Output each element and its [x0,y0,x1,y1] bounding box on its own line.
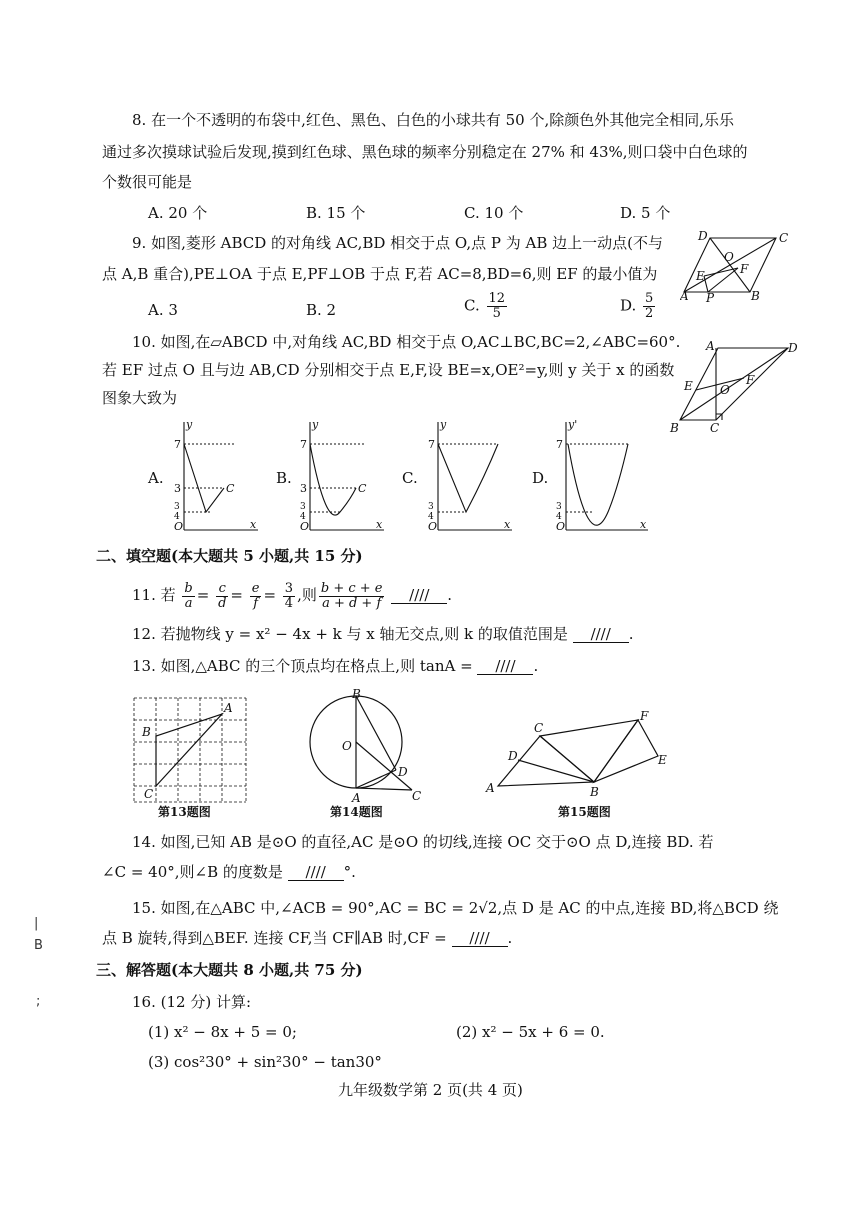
graph-d-option: D. [532,469,549,487]
graph-d [548,418,658,534]
margin-mark-bar: | [34,916,39,931]
q13-answer-blank[interactable]: //// [477,658,533,675]
fig14-label-b: B [352,687,361,701]
q14-line1: 14. 如图,已知 AB 是⊙O 的直径,AC 是⊙O 的切线,连接 OC 交于⊙O 点 D,连接 BD. 若 [132,833,714,851]
q10-label-a: A [706,339,715,353]
q11-frac-cd: $\frac{c}{d}$ [218,580,227,611]
q9-option-d-fraction: $\frac{5}{2}$ [645,291,654,321]
graph-d-tick-7: 7 [556,438,563,451]
graph-a-tick-low-den: 4 [174,512,180,522]
fig15-label-a: A [486,781,495,795]
q13: 13. 如图,△ABC 的三个顶点均在格点上,则 tanA = //// . [132,657,539,675]
graph-d-tick-low: 3 [556,502,562,512]
fig13-label-b: B [142,725,151,739]
q8-option-c: C. 10 个 [464,204,524,222]
q9-label-a: A [680,289,689,302]
margin-mark-b: B [34,938,43,953]
graph-a-tick-low: 3 [174,502,180,512]
graph-c-xaxis: x [504,518,511,531]
q9-option-c [464,292,509,321]
q8-line3: 个数很可能是 [102,173,193,191]
q11-frac-34: $\frac{3}{4}$ [284,580,294,611]
fig13-grid [126,690,256,820]
q16-part2: (2) x² − 5x + 6 = 0. [456,1023,605,1041]
q14-answer-blank[interactable]: //// [288,864,344,881]
fig13-label-c: C [144,787,154,801]
graph-c [420,418,520,534]
fig15-label-d: D [508,749,518,763]
q8-line1: 8. 在一个不透明的布袋中,红色、黑色、白色的小球共有 50 个,除颜色外其他完全相同,乐乐 [132,111,735,129]
q15-line2-text: 点 B 旋转,得到△BEF. 连接 CF,当 CF∥AB 时,CF = [102,929,447,947]
q9-rhombus-figure [680,228,790,302]
q11-frac-sum: $\frac{b + c + e}{a + d + f}$ [320,580,383,611]
q11-mid: ,则 [297,586,317,604]
q15-answer-blank[interactable]: //// [452,930,508,947]
q16-part1: (1) x² − 8x + 5 = 0; [148,1023,297,1041]
q11-frac-ba: $\frac{b}{a}$ [184,580,193,611]
graph-b-xaxis: x [376,518,383,531]
q9-label-d: D [698,229,708,243]
fig14-label-c: C [412,789,422,803]
q11: 11. 若 $\frac{b}{a}$ = $\frac{c}{d}$ = $\frac{e}{f}$ = $\frac{3}{4}$ ,则 $\frac{b + c + e}{a + d + f}$ //// . [132,580,453,611]
page-footer: 九年级数学第 2 页(共 4 页) [338,1081,523,1099]
section-fill-in-heading: 二、填空题(本大题共 5 小题,共 15 分) [96,547,363,565]
q9-option-c-label: C. [464,296,480,315]
fig15-caption: 第15题图 [558,805,611,819]
graph-b-tick-3: 3 [300,482,307,495]
fig15-label-b: B [590,785,599,799]
q9-label-e: E [696,269,705,283]
q9-label-b: B [751,289,760,302]
q11-prefix: 11. 若 [132,586,176,604]
fig15-label-c: C [534,721,544,735]
fig13-caption: 第13题图 [158,805,211,819]
graph-c-tick-7: 7 [428,438,435,451]
graph-b-point-c: C [358,482,367,495]
q9-label-c: C [779,231,789,245]
q15-line1: 15. 如图,在△ABC 中,∠ACB = 90°,AC = BC = 2√2,点 D 是 AC 的中点,连接 BD,将△BCD 绕 [132,899,779,917]
graph-c-tick-low: 3 [428,502,434,512]
q9-line2: 点 A,B 重合),PE⊥OA 于点 E,PF⊥OB 于点 F,若 AC=8,BD=6,则 EF 的最小值为 [102,265,658,283]
q10-line3: 图象大致为 [102,389,178,407]
q10-line1: 10. 如图,在▱ABCD 中,对角线 AC,BD 相交于点 O,AC⊥BC,BC=2,∠ABC=60°. [132,333,681,351]
fig14-label-a: A [352,791,361,805]
q9-label-f: F [740,262,749,276]
q8-line2: 通过多次摸球试验后发现,摸到红色球、黑色球的频率分别稳定在 27% 和 43%,则口袋中白色球的 [102,143,748,161]
graph-d-yaxis: y' [568,418,578,431]
fig14-label-d: D [398,765,408,779]
fig14-circle [300,686,440,820]
q10-line2: 若 EF 过点 O 且与边 AB,CD 分别相交于点 E,F,设 BE=x,OE²=y,则 y 关于 x 的函数 [102,361,675,379]
q10-parallelogram-figure [664,336,804,436]
q10-label-c: C [710,421,720,435]
graph-a-yaxis: y [186,418,193,431]
q13-text: 13. 如图,△ABC 的三个顶点均在格点上,则 tanA = [132,657,473,675]
q12-answer-blank[interactable]: //// [573,626,629,643]
graph-c-option: C. [402,469,418,487]
q8-option-d: D. 5 个 [620,204,671,222]
q9-option-c-fraction: $\frac{12}{5}$ [488,291,506,321]
graph-c-origin: O [428,520,438,533]
graph-b-origin: O [300,520,310,533]
q9-option-a: A. 3 [148,301,178,319]
q10-label-f: F [746,373,755,387]
q10-label-b: B [670,421,679,435]
q14-line2: ∠C = 40°,则∠B 的度数是 //// °. [102,863,356,881]
q8-option-b: B. 15 个 [306,204,366,222]
q9-option-d [620,292,657,321]
graph-b-option: B. [276,469,292,487]
graph-a-origin: O [174,520,184,533]
graph-b-yaxis: y [312,418,319,431]
graph-a [166,418,266,534]
fig14-caption: 第14题图 [330,805,383,819]
fig15-triangles [478,706,688,822]
q9-label-p: P [706,291,715,302]
q9-label-o: O [724,250,734,264]
q8-option-a: A. 20 个 [148,204,208,222]
graph-d-origin: O [556,520,566,533]
graph-b-tick-7: 7 [300,438,307,451]
q11-answer-blank[interactable]: //// [391,587,447,604]
graph-a-xaxis: x [250,518,257,531]
q16-part3: (3) cos²30° + sin²30° − tan30° [148,1053,382,1071]
fig14-label-o: O [342,739,352,753]
graph-b [292,418,392,534]
graph-d-xaxis: x [640,518,647,531]
graph-b-tick-low: 3 [300,502,306,512]
fig13-label-a: A [224,701,233,715]
q9-option-d-label: D. [620,296,637,315]
graph-c-yaxis: y [440,418,447,431]
q9-line1: 9. 如图,菱形 ABCD 的对角线 AC,BD 相交于点 O,点 P 为 AB 边上一动点(不与 [132,234,663,252]
q9-option-b: B. 2 [306,301,337,319]
q11-frac-ef: $\frac{e}{f}$ [251,580,260,611]
graph-b-tick-low-den: 4 [300,512,306,522]
q12-text: 12. 若抛物线 y = x² − 4x + k 与 x 轴无交点,则 k 的取值范围是 [132,625,568,643]
graph-d-tick-low-den: 4 [556,512,562,522]
section-solutions-heading: 三、解答题(本大题共 8 小题,共 75 分) [96,961,363,979]
margin-mark-semicolon: ; [36,994,41,1009]
q10-label-o: O [720,383,730,397]
graph-a-option: A. [148,469,164,487]
fig15-label-f: F [640,709,649,723]
q10-label-d: D [788,341,798,355]
q12: 12. 若抛物线 y = x² − 4x + k 与 x 轴无交点,则 k 的取值范围是 //// . [132,625,634,643]
q15-line2: 点 B 旋转,得到△BEF. 连接 CF,当 CF∥AB 时,CF = //// . [102,929,513,947]
graph-c-tick-low-den: 4 [428,512,434,522]
graph-a-tick-7: 7 [174,438,181,451]
q14-line2-text: ∠C = 40°,则∠B 的度数是 [102,863,283,881]
q16-title: 16. (12 分) 计算: [132,993,252,1011]
q10-label-e: E [684,379,693,393]
graph-a-point-c: C [226,482,235,495]
fig15-label-e: E [658,753,667,767]
graph-a-tick-3: 3 [174,482,181,495]
